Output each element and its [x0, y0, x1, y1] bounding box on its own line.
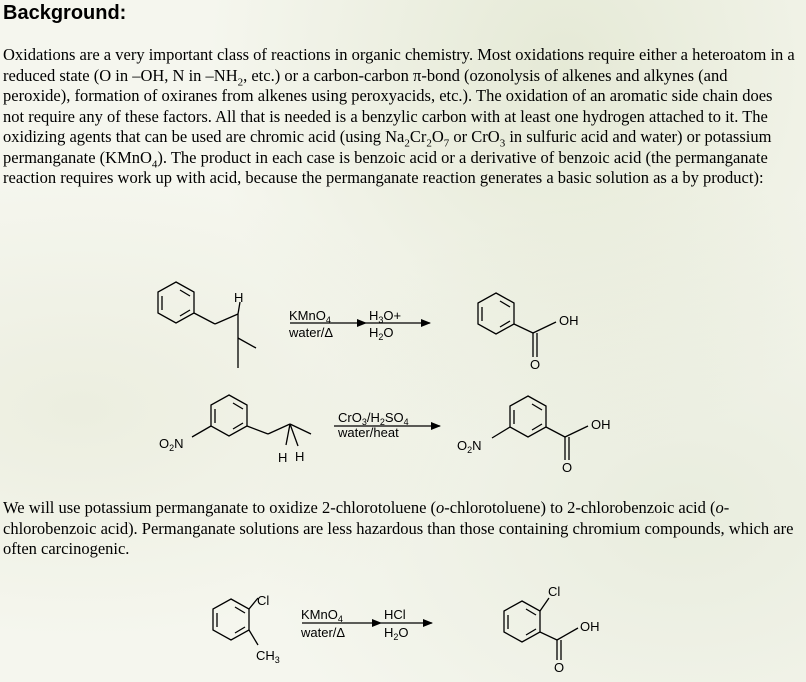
procedure-paragraph: We will use potassium permanganate to oxidize 2-chlorotoluene (o-chlorotoluene) to 2-chlorobenzoic acid (o-chlorobenzoic acid). Permanganate solutions are less hazardous than those containing chromium compounds, which are often carcinogenic.: [3, 498, 794, 558]
h-atom-label: H: [234, 290, 244, 305]
chlorobenzoic-acid-structure: [504, 598, 578, 660]
product-o-label-2: O: [562, 460, 573, 475]
product-o-label-3: O: [554, 660, 565, 675]
page-heading: Background:: [3, 2, 127, 24]
chlorotoluene-structure: [213, 598, 258, 645]
product-oh-label: OH: [559, 313, 579, 328]
reagent-cro3-label: $CrO_3/H_2SO_4$: [338, 410, 409, 427]
nitro-propylbenzene-structure: [192, 395, 311, 446]
h-atom-label-1: H: [278, 450, 288, 465]
product-nitro-label: $O_2N$: [457, 438, 482, 455]
cl-atom-label: Cl: [257, 593, 270, 608]
intro-paragraph: Oxidations are a very important class of reactions in organic chemistry. Most oxidations require either a heteroatom in a reduced state (O in –OH, N in $-NH_2$, etc.) or a carbon-carbon π-bond (ozonolysis of alkenes and alkynes (and peroxide), formation of oxiranes from alkenes using peroxyacids, etc.). The oxidation of an aromatic side chain does not require any of these factors. All that is needed is a benzylic carbon with at least one hydrogen attached to it. The oxidizing agents that can be used are chromic acid (using $Na_2Cr_2O_7$ or CrO$_3$ in sulfuric acid and water) or potassium permanganate (KMnO$_4$). The product in each case is benzoic acid or a derivative of benzoic acid (the permanganate reaction requires work up with acid, because the permanganate reaction generates a basic solution as a by product):: [3, 45, 795, 187]
reagent-hcl-label: HCl: [384, 607, 406, 622]
reagent-h2o-label-3: $H_2O$: [384, 625, 409, 642]
reaction-1: [158, 282, 556, 368]
nitro-group-label: $O_2N$: [159, 436, 184, 453]
product-cl-label: Cl: [548, 584, 561, 599]
reagent-water-heat-label: water/heat: [338, 425, 399, 440]
product-oh-label-2: OH: [591, 417, 611, 432]
h-atom-label-2: H: [295, 449, 305, 464]
product-o-label: O: [530, 357, 541, 372]
benzoic-acid-structure: [478, 293, 556, 357]
reagent-h2o-label: $H_2O$: [369, 325, 394, 342]
reagent-h3o-label: $H_3O+$: [369, 308, 402, 325]
nitrobenzoic-acid-structure: [492, 396, 588, 460]
methyl-label: $CH_3$: [256, 648, 280, 665]
reagent-water-label: water/Δ: [289, 325, 334, 340]
product-oh-label-3: OH: [580, 619, 600, 634]
reagent-kmno4-label: KMnO$_4$: [289, 308, 331, 325]
reagent-water-label-3: water/Δ: [301, 625, 346, 640]
reagent-kmno4-label-3: KMnO$_4$: [301, 607, 343, 624]
